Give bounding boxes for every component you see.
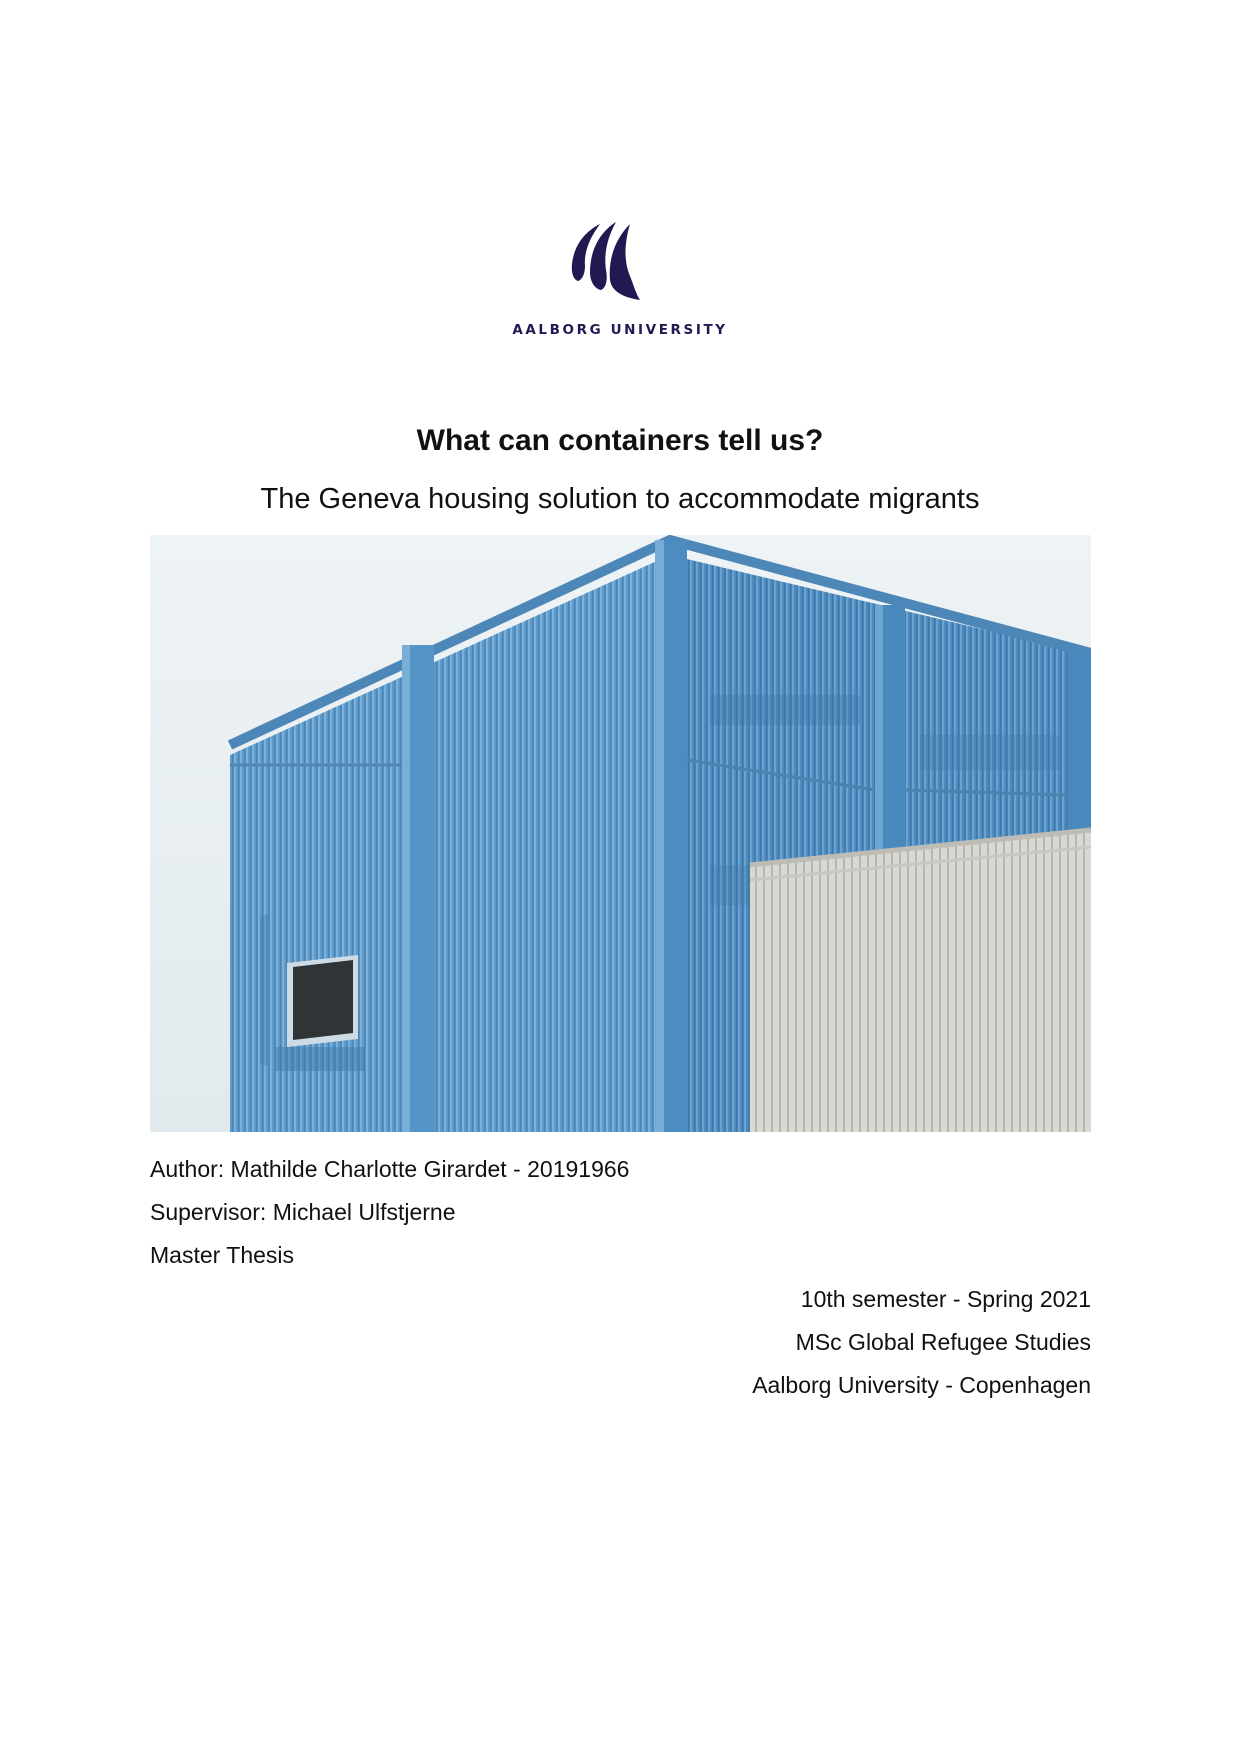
university-wave-logo-icon: [570, 218, 650, 302]
programme-line: MSc Global Refugee Studies: [795, 1329, 1091, 1355]
supervisor-line: Supervisor: Michael Ulfstjerne: [150, 1199, 456, 1225]
thesis-details-left: [150, 1148, 629, 1277]
thesis-subtitle: The Geneva housing solution to accommodate migrants: [260, 483, 980, 515]
university-name: AALBORG UNIVERSITY: [512, 322, 728, 338]
thesis-title: What can containers tell us?: [416, 424, 824, 457]
blue-corrugated-container-building-photo: [150, 535, 1091, 1132]
thesis-details-right: [752, 1278, 1091, 1407]
semester-line: 10th semester - Spring 2021: [800, 1286, 1091, 1312]
thesis-type-line: Master Thesis: [150, 1242, 295, 1268]
institution-line: Aalborg University - Copenhagen: [752, 1372, 1091, 1398]
author-line: Author: Mathilde Charlotte Girardet - 20191966: [150, 1156, 630, 1182]
